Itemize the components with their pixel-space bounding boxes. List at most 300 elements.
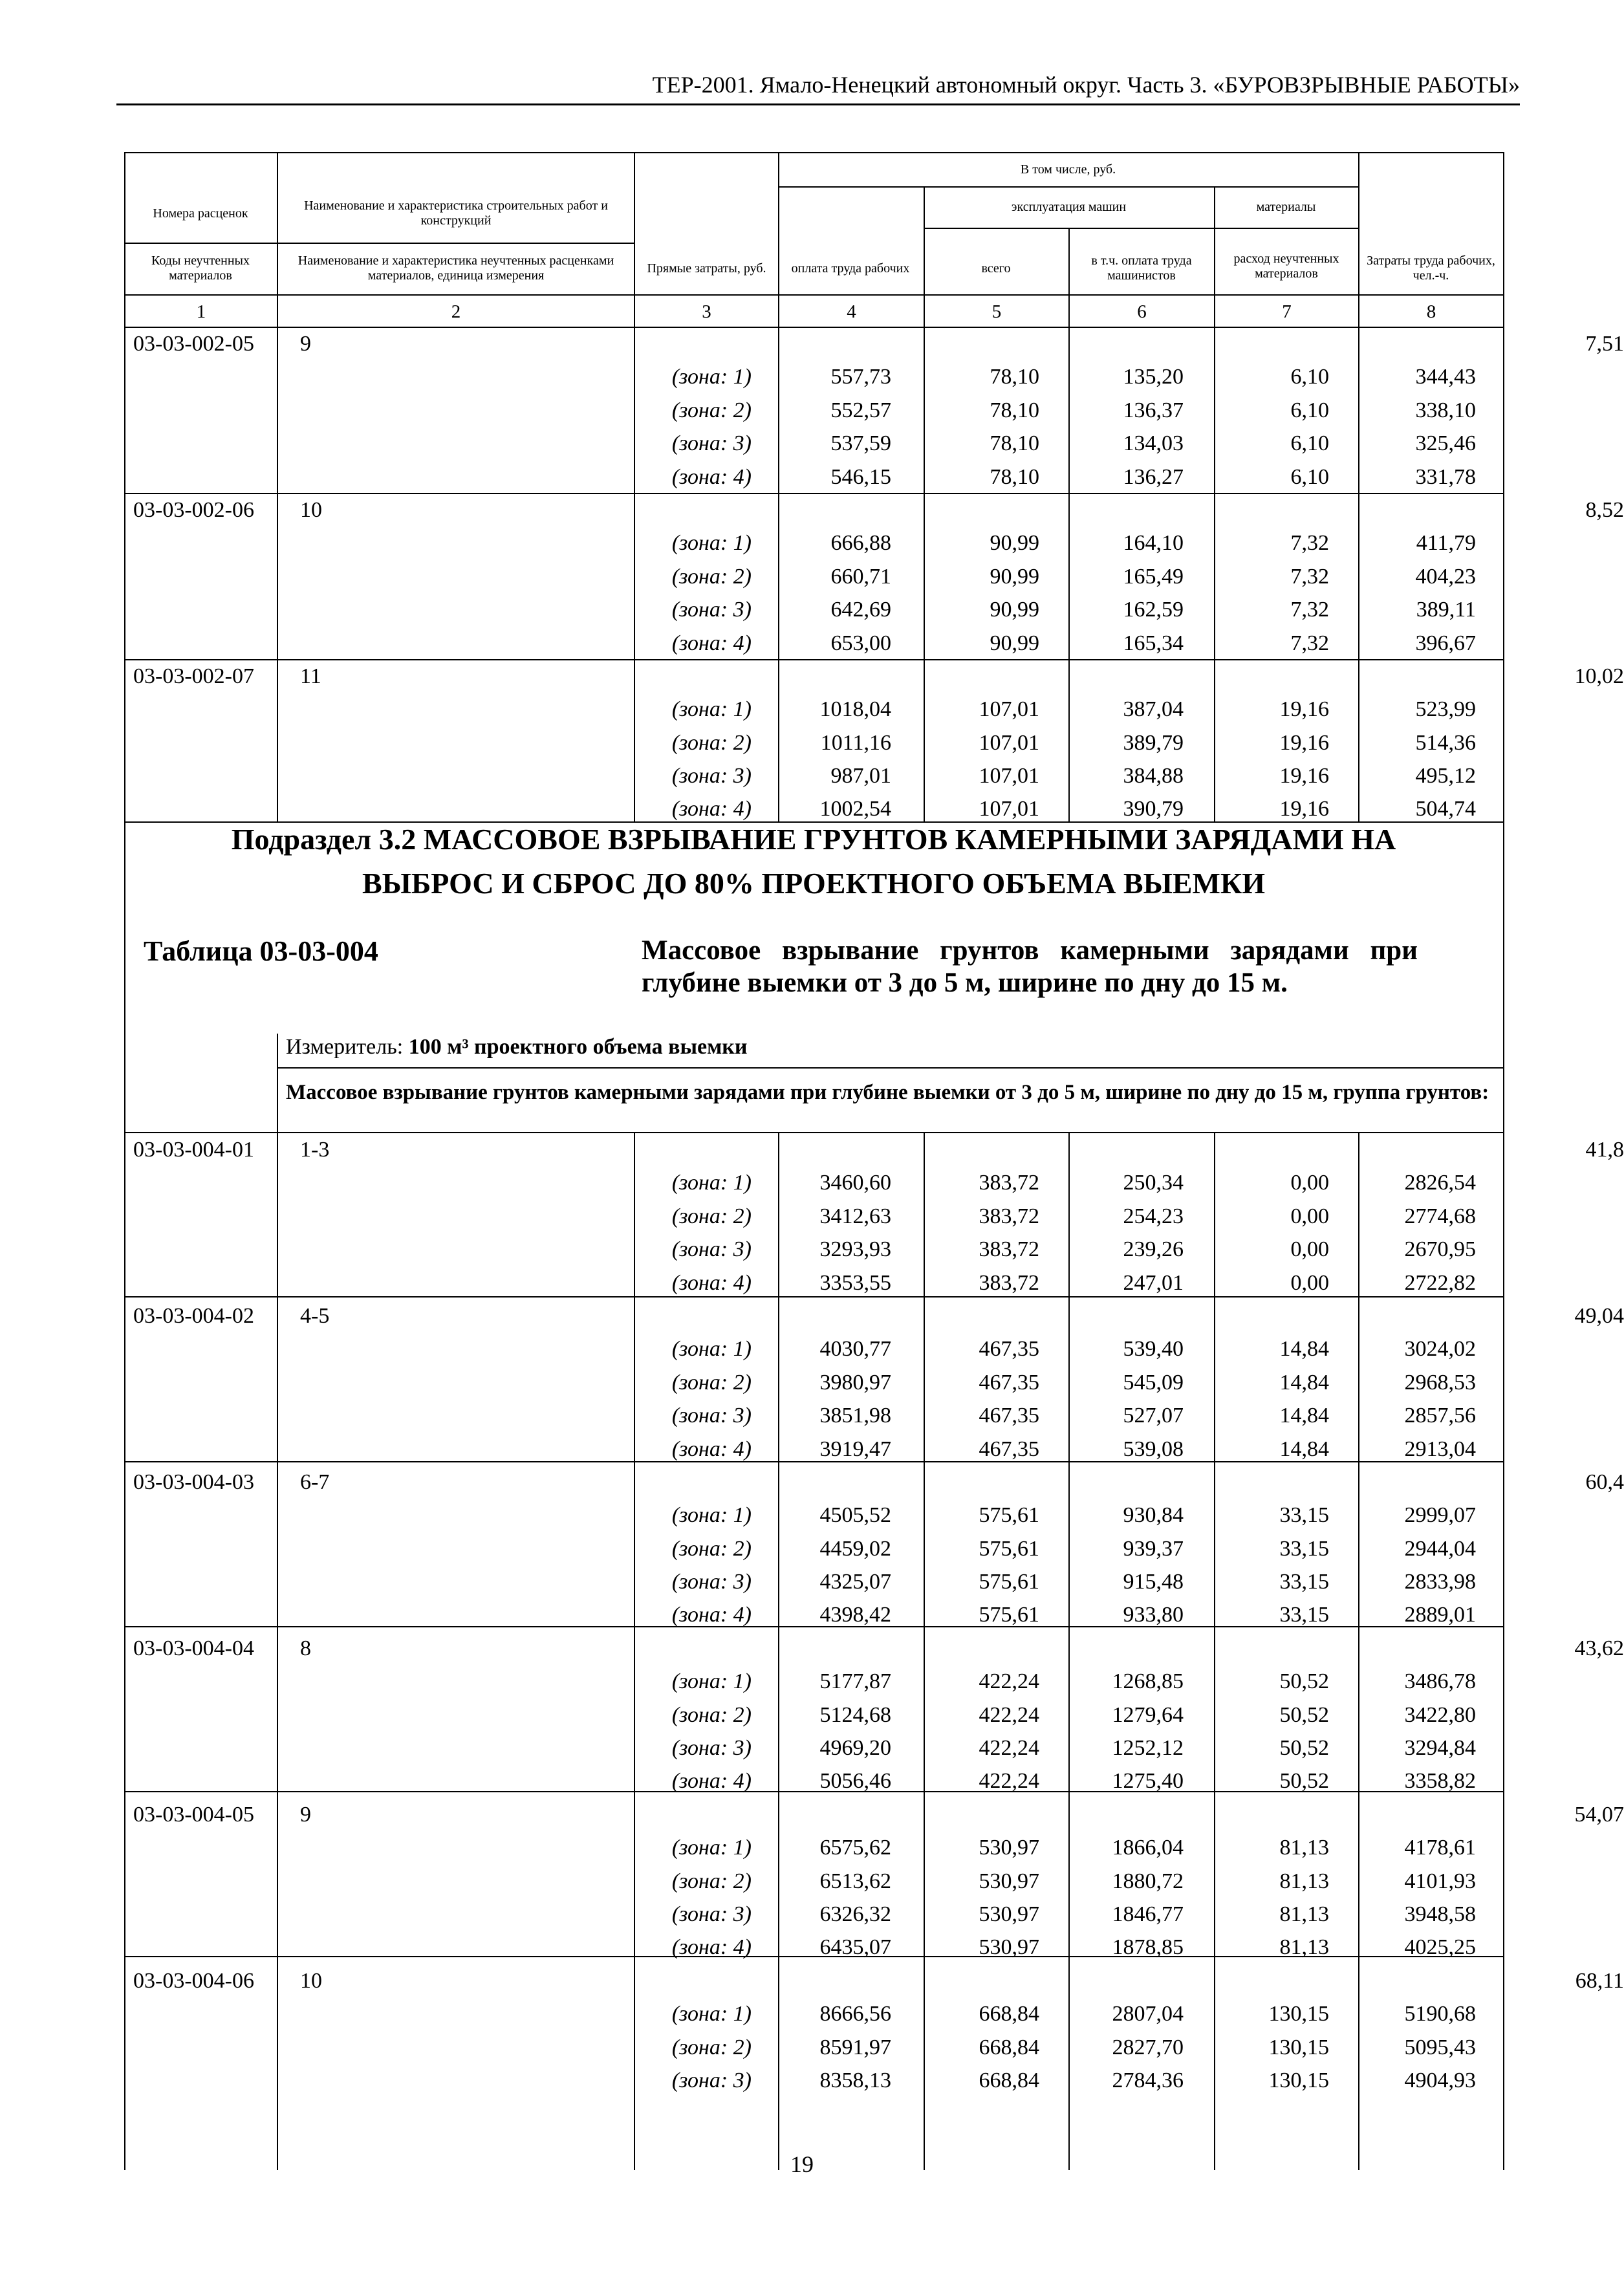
material-cost: 325,46 — [1415, 431, 1476, 456]
direct-cost: 3460,60 — [819, 1171, 891, 1195]
zone-label: (зона: 1) — [671, 1836, 752, 1860]
col7-header: расход неучтенных материалов — [1233, 252, 1339, 281]
rate-code: 03-03-004-03 — [133, 1470, 254, 1494]
rate-row — [124, 1299, 1624, 1332]
material-cost: 389,11 — [1416, 598, 1476, 622]
labor-cost: 49,04 — [1574, 1303, 1624, 1328]
material-cost: 2913,04 — [1404, 1437, 1476, 1461]
direct-cost: 8666,56 — [819, 2002, 891, 2026]
machinist-pay: 19,16 — [1279, 697, 1329, 722]
worker-pay: 668,84 — [979, 2035, 1039, 2059]
running-header: ТЕР-2001. Ямало-Ненецкий автономный округ. Часть 3. «БУРОВЗРЫВНЫЕ РАБОТЫ» — [116, 70, 1520, 105]
zone-row — [124, 1931, 1503, 1964]
zone-row — [124, 1665, 1503, 1698]
direct-cost: 4398,42 — [819, 1603, 891, 1627]
zone-row — [124, 1166, 1503, 1199]
rate-row — [124, 1632, 1624, 1665]
worker-pay: 575,61 — [979, 1503, 1039, 1528]
material-cost: 2722,82 — [1404, 1270, 1476, 1295]
zone-row — [124, 1764, 1503, 1797]
direct-cost: 546,15 — [830, 464, 891, 489]
direct-cost: 552,57 — [830, 398, 891, 422]
zone-label: (зона: 4) — [671, 1603, 752, 1627]
zone-label: (зона: 2) — [671, 398, 752, 422]
machine-cost: 1880,72 — [1112, 1869, 1184, 1893]
zone-label: (зона: 3) — [671, 764, 752, 788]
zone-label: (зона: 4) — [671, 1769, 752, 1794]
zone-label: (зона: 4) — [671, 1270, 752, 1295]
worker-pay: 422,24 — [979, 1702, 1039, 1727]
worker-pay: 530,97 — [979, 1935, 1039, 1960]
labor-cost: 41,8 — [1585, 1138, 1624, 1162]
zone-row — [124, 1233, 1503, 1266]
zone-row — [124, 1433, 1503, 1466]
zone-label: (зона: 2) — [671, 730, 752, 755]
worker-pay: 78,10 — [990, 431, 1039, 456]
machine-cost: 1252,12 — [1112, 1736, 1184, 1761]
incl-header: В том числе, руб. — [1020, 162, 1116, 177]
zone-label: (зона: 1) — [671, 365, 752, 389]
machinist-pay: 7,32 — [1290, 631, 1329, 655]
machine-cost: 1268,85 — [1112, 1669, 1184, 1694]
material-cost: 411,79 — [1416, 531, 1476, 556]
machine-cost: 1279,64 — [1112, 1702, 1184, 1727]
direct-cost: 660,71 — [830, 564, 891, 589]
worker-pay: 107,01 — [979, 764, 1039, 788]
direct-cost: 666,88 — [830, 531, 891, 556]
zone-row — [124, 1565, 1503, 1598]
worker-pay: 383,72 — [979, 1204, 1039, 1228]
direct-cost: 1018,04 — [819, 697, 891, 722]
machinist-pay: 81,13 — [1279, 1869, 1329, 1893]
zone-row — [124, 1598, 1503, 1631]
machine-cost: 247,01 — [1123, 1270, 1184, 1295]
worker-pay: 90,99 — [990, 564, 1039, 589]
rate-name: 6-7 — [300, 1470, 330, 1494]
machinist-pay: 7,32 — [1290, 531, 1329, 556]
machine-cost: 930,84 — [1123, 1503, 1184, 1528]
direct-cost: 6513,62 — [819, 1869, 891, 1893]
col1-top-header: Номера расценок — [153, 206, 248, 221]
rate-name: 10 — [300, 497, 322, 522]
labor-cost: 54,07 — [1574, 1802, 1624, 1827]
direct-cost: 3412,63 — [819, 1204, 891, 1228]
machinist-pay: 50,52 — [1279, 1736, 1329, 1761]
machine-cost: 1846,77 — [1112, 1902, 1184, 1926]
labor-cost: 43,62 — [1574, 1636, 1624, 1660]
direct-cost: 1002,54 — [819, 797, 891, 821]
measure-value: 100 м³ проектного объема выемки — [408, 1035, 748, 1059]
zone-row — [124, 2031, 1503, 2064]
machinist-pay: 14,84 — [1279, 1437, 1329, 1461]
material-cost: 3486,78 — [1404, 1669, 1476, 1694]
machinist-pay: 81,13 — [1279, 1935, 1329, 1960]
direct-cost: 5124,68 — [819, 1702, 891, 1727]
zone-label: (зона: 2) — [671, 2035, 752, 2059]
machine-cost: 164,10 — [1123, 531, 1184, 556]
rate-code: 03-03-002-05 — [133, 332, 254, 356]
direct-cost: 1011,16 — [820, 730, 891, 755]
zone-row — [124, 1366, 1503, 1399]
zone-row — [124, 1266, 1503, 1299]
worker-pay: 467,35 — [979, 1370, 1039, 1395]
zone-row — [124, 1532, 1503, 1565]
material-cost: 3294,84 — [1404, 1736, 1476, 1761]
material-cost: 3024,02 — [1404, 1337, 1476, 1362]
direct-cost: 3851,98 — [819, 1404, 891, 1428]
machine-cost: 384,88 — [1123, 764, 1184, 788]
material-cost: 514,36 — [1415, 730, 1476, 755]
machinist-pay: 14,84 — [1279, 1404, 1329, 1428]
zone-row — [124, 1499, 1503, 1532]
rate-code: 03-03-002-07 — [133, 664, 254, 688]
worker-pay: 78,10 — [990, 365, 1039, 389]
zone-row — [124, 461, 1503, 494]
machinist-pay: 19,16 — [1279, 730, 1329, 755]
rate-row — [124, 1964, 1624, 1997]
worker-pay: 467,35 — [979, 1337, 1039, 1362]
machine-cost: 254,23 — [1123, 1204, 1184, 1228]
zone-label: (зона: 2) — [671, 1370, 752, 1395]
material-cost: 2968,53 — [1404, 1370, 1476, 1395]
material-cost: 2999,07 — [1404, 1503, 1476, 1528]
direct-cost: 8591,97 — [819, 2035, 891, 2059]
machinist-pay: 50,52 — [1279, 1669, 1329, 1694]
machinist-pay: 14,84 — [1279, 1370, 1329, 1395]
direct-cost: 4969,20 — [819, 1736, 891, 1761]
worker-pay: 467,35 — [979, 1437, 1039, 1461]
machine-cost: 390,79 — [1123, 797, 1184, 821]
zone-row — [124, 593, 1503, 626]
zone-row — [124, 1898, 1503, 1931]
machine-cost: 915,48 — [1123, 1570, 1184, 1594]
machinist-pay: 19,16 — [1279, 797, 1329, 821]
zone-label: (зона: 4) — [671, 797, 752, 821]
col-number: 2 — [451, 301, 461, 322]
zone-row — [124, 2064, 1503, 2097]
machine-cost: 239,26 — [1123, 1237, 1184, 1262]
machine-cost: 165,49 — [1123, 564, 1184, 589]
col-number: 8 — [1426, 301, 1436, 322]
zone-row — [124, 427, 1503, 460]
machinist-pay: 6,10 — [1290, 464, 1329, 489]
material-cost: 2944,04 — [1404, 1536, 1476, 1561]
machinist-pay: 0,00 — [1290, 1171, 1329, 1195]
zone-row — [124, 394, 1503, 427]
rate-row — [124, 327, 1624, 360]
measure-label: Измеритель: — [286, 1035, 409, 1059]
machinist-pay: 6,10 — [1290, 398, 1329, 422]
material-cost: 523,99 — [1415, 697, 1476, 722]
zone-label: (зона: 1) — [671, 697, 752, 722]
labor-cost: 60,4 — [1585, 1470, 1624, 1494]
machinist-pay: 6,10 — [1290, 365, 1329, 389]
material-cost: 495,12 — [1415, 764, 1476, 788]
rate-name: 1-3 — [300, 1138, 330, 1162]
rates-table-upper — [124, 327, 1624, 826]
worker-pay: 383,72 — [979, 1237, 1039, 1262]
material-cost: 3948,58 — [1404, 1902, 1476, 1926]
rate-name: 9 — [300, 332, 311, 356]
col3-header: Прямые затраты, руб. — [647, 261, 766, 276]
zone-row — [124, 1699, 1503, 1732]
machinist-pay: 130,15 — [1268, 2068, 1329, 2092]
rate-code: 03-03-004-06 — [133, 1968, 254, 1993]
zone-label: (зона: 4) — [671, 1935, 752, 1960]
machinist-pay: 130,15 — [1268, 2002, 1329, 2026]
direct-cost: 987,01 — [830, 764, 891, 788]
machine-cost: 545,09 — [1123, 1370, 1184, 1395]
machinist-pay: 19,16 — [1279, 764, 1329, 788]
material-cost: 2670,95 — [1404, 1237, 1476, 1262]
direct-cost: 4030,77 — [819, 1337, 891, 1362]
machinist-pay: 81,13 — [1279, 1836, 1329, 1860]
material-cost: 2826,54 — [1404, 1171, 1476, 1195]
machinist-pay: 50,52 — [1279, 1769, 1329, 1794]
col1-bottom-header: Коды неучтенных материалов — [151, 254, 250, 283]
direct-cost: 4505,52 — [819, 1503, 891, 1528]
machine-cost: 933,80 — [1123, 1603, 1184, 1627]
material-cost: 2833,98 — [1404, 1570, 1476, 1594]
machine-cost: 135,20 — [1123, 365, 1184, 389]
zone-row — [124, 360, 1503, 393]
machine-cost: 2784,36 — [1112, 2068, 1184, 2092]
worker-pay: 90,99 — [990, 598, 1039, 622]
worker-pay: 78,10 — [990, 464, 1039, 489]
zone-label: (зона: 3) — [671, 1570, 752, 1594]
machinist-pay: 130,15 — [1268, 2035, 1329, 2059]
worker-pay: 668,84 — [979, 2002, 1039, 2026]
material-cost: 396,67 — [1415, 631, 1476, 655]
material-cost: 4101,93 — [1404, 1869, 1476, 1893]
zone-label: (зона: 2) — [671, 564, 752, 589]
machine-cost: 1275,40 — [1112, 1769, 1184, 1794]
material-cost: 2774,68 — [1404, 1204, 1476, 1228]
zone-label: (зона: 4) — [671, 464, 752, 489]
zone-label: (зона: 2) — [671, 1536, 752, 1561]
direct-cost: 4459,02 — [819, 1536, 891, 1561]
direct-cost: 3353,55 — [819, 1270, 891, 1295]
machine-cost: 134,03 — [1123, 431, 1184, 456]
direct-cost: 642,69 — [830, 598, 891, 622]
zone-label: (зона: 2) — [671, 1204, 752, 1228]
measure-unit — [286, 1035, 747, 1059]
zone-label: (зона: 1) — [671, 1669, 752, 1694]
machine-cost: 136,37 — [1123, 398, 1184, 422]
material-cost: 504,74 — [1415, 797, 1476, 821]
rate-code: 03-03-002-06 — [133, 497, 254, 522]
machinist-pay: 7,32 — [1290, 598, 1329, 622]
zone-label: (зона: 3) — [671, 431, 752, 456]
material-cost: 2889,01 — [1404, 1603, 1476, 1627]
rate-name: 10 — [300, 1968, 322, 1993]
zone-label: (зона: 1) — [671, 2002, 752, 2026]
direct-cost: 8358,13 — [819, 2068, 891, 2092]
worker-pay: 78,10 — [990, 398, 1039, 422]
rate-row — [124, 1466, 1624, 1499]
section-title-line1: Подраздел 3.2 МАССОВОЕ ВЗРЫВАНИЕ ГРУНТОВ КАМЕРНЫМИ ЗАРЯДАМИ НА — [231, 823, 1396, 856]
zone-label: (зона: 3) — [671, 1736, 752, 1761]
zone-row — [124, 1332, 1503, 1365]
direct-cost: 537,59 — [830, 431, 891, 456]
mat-header: материалы — [1256, 199, 1316, 214]
machine-cost: 162,59 — [1123, 598, 1184, 622]
worker-pay: 383,72 — [979, 1171, 1039, 1195]
worker-pay: 107,01 — [979, 730, 1039, 755]
machinist-pay: 0,00 — [1290, 1237, 1329, 1262]
worker-pay: 422,24 — [979, 1736, 1039, 1761]
col2-bottom-header: Наименование и характеристика неучтенных расценками материалов, единица измерения — [298, 254, 614, 283]
labor-cost: 68,11 — [1575, 1968, 1624, 1993]
machine-cost: 250,34 — [1123, 1171, 1184, 1195]
machine-cost: 387,04 — [1123, 697, 1184, 722]
machinist-pay: 81,13 — [1279, 1902, 1329, 1926]
machine-cost: 939,37 — [1123, 1536, 1184, 1561]
zone-row — [124, 1399, 1503, 1432]
col-number: 4 — [847, 301, 856, 322]
rate-name: 9 — [300, 1802, 311, 1827]
zone-label: (зона: 1) — [671, 1337, 752, 1362]
col-number: 3 — [702, 301, 711, 322]
zone-row — [124, 560, 1503, 593]
zone-label: (зона: 1) — [671, 531, 752, 556]
col-number: 5 — [991, 301, 1002, 322]
worker-pay: 530,97 — [979, 1902, 1039, 1926]
rate-row — [124, 1798, 1624, 1831]
worker-pay: 90,99 — [990, 531, 1039, 556]
zone-label: (зона: 3) — [671, 1237, 752, 1262]
rate-code: 03-03-004-04 — [133, 1636, 254, 1660]
material-cost: 344,43 — [1415, 365, 1476, 389]
direct-cost: 3919,47 — [819, 1437, 891, 1461]
worker-pay: 530,97 — [979, 1836, 1039, 1860]
table-id: Таблица 03-03-004 — [144, 935, 378, 967]
worker-pay: 90,99 — [990, 631, 1039, 655]
zone-row — [124, 1200, 1503, 1233]
machinist-pay: 50,52 — [1279, 1702, 1329, 1727]
machinist-pay: 33,15 — [1279, 1570, 1329, 1594]
col-number: 7 — [1282, 301, 1292, 322]
direct-cost: 6435,07 — [819, 1935, 891, 1960]
direct-cost: 3980,97 — [819, 1370, 891, 1395]
machine-cost: 136,27 — [1123, 464, 1184, 489]
worker-pay: 575,61 — [979, 1536, 1039, 1561]
machine-cost: 165,34 — [1123, 631, 1184, 655]
page-number: 19 — [790, 2151, 814, 2177]
mach-header: эксплуатация машин — [1011, 199, 1127, 214]
direct-cost: 5177,87 — [819, 1669, 891, 1694]
machinist-pay: 33,15 — [1279, 1603, 1329, 1627]
zone-row — [124, 527, 1503, 559]
zone-row — [124, 627, 1503, 660]
col-number: 1 — [196, 301, 206, 322]
direct-cost: 6575,62 — [819, 1836, 891, 1860]
col8-header: Затраты труда рабочих, чел.-ч. — [1367, 254, 1495, 283]
material-cost: 4178,61 — [1404, 1836, 1476, 1860]
col6-header: в т.ч. оплата труда машинистов — [1091, 254, 1192, 283]
zone-label: (зона: 1) — [671, 1171, 752, 1195]
machine-cost: 1866,04 — [1112, 1836, 1184, 1860]
direct-cost: 3293,93 — [819, 1237, 891, 1262]
direct-cost: 5056,46 — [819, 1769, 891, 1794]
material-cost: 2857,56 — [1404, 1404, 1476, 1428]
labor-cost: 8,52 — [1585, 497, 1624, 522]
worker-pay: 422,24 — [979, 1769, 1039, 1794]
group-description: Массовое взрывание грунтов камерными зарядами при глубине выемки от 3 до 5 м, ширине по дну до 15 м, группа грунтов: — [286, 1081, 1489, 1104]
worker-pay: 422,24 — [979, 1669, 1039, 1694]
zone-row — [124, 693, 1503, 726]
rate-code: 03-03-004-01 — [133, 1138, 254, 1162]
zone-label: (зона: 3) — [671, 2068, 752, 2092]
zone-row — [124, 1997, 1503, 2030]
machine-cost: 539,08 — [1123, 1437, 1184, 1461]
zone-label: (зона: 3) — [671, 1902, 752, 1926]
zone-row — [124, 759, 1503, 792]
worker-pay: 575,61 — [979, 1570, 1039, 1594]
zone-label: (зона: 4) — [671, 631, 752, 655]
machinist-pay: 33,15 — [1279, 1536, 1329, 1561]
worker-pay: 530,97 — [979, 1869, 1039, 1893]
table-title: Массовое взрывание грунтов камерными зарядами при глубине выемки от 3 до 5 м, ширине по дну до 15 м. — [642, 935, 1418, 998]
rate-row — [124, 660, 1624, 693]
zone-label: (зона: 4) — [671, 1437, 752, 1461]
worker-pay: 107,01 — [979, 797, 1039, 821]
zone-label: (зона: 1) — [671, 1503, 752, 1528]
rate-code: 03-03-004-02 — [133, 1303, 254, 1328]
zone-row — [124, 1831, 1503, 1864]
col5-header: всего — [981, 261, 1011, 276]
rate-row — [124, 494, 1624, 527]
zone-row — [124, 1732, 1503, 1764]
col2-top-header: Наименование и характеристика строительных работ и конструкций — [304, 199, 608, 228]
machine-cost: 527,07 — [1123, 1404, 1184, 1428]
direct-cost: 4325,07 — [819, 1570, 891, 1594]
material-cost: 338,10 — [1415, 398, 1476, 422]
worker-pay: 467,35 — [979, 1404, 1039, 1428]
zone-row — [124, 726, 1503, 759]
machine-cost: 389,79 — [1123, 730, 1184, 755]
zone-label: (зона: 3) — [671, 1404, 752, 1428]
material-cost: 404,23 — [1415, 564, 1476, 589]
labor-cost: 10,02 — [1574, 664, 1624, 688]
material-cost: 4904,93 — [1404, 2068, 1476, 2092]
machinist-pay: 7,32 — [1290, 564, 1329, 589]
col4-header: оплата труда рабочих — [791, 261, 910, 276]
machinist-pay: 6,10 — [1290, 431, 1329, 456]
machinist-pay: 0,00 — [1290, 1204, 1329, 1228]
machine-cost: 2807,04 — [1112, 2002, 1184, 2026]
machine-cost: 539,40 — [1123, 1337, 1184, 1362]
rate-name: 8 — [300, 1636, 311, 1660]
rate-name: 4-5 — [300, 1303, 330, 1328]
zone-label: (зона: 2) — [671, 1869, 752, 1893]
direct-cost: 6326,32 — [819, 1902, 891, 1926]
section-block — [124, 821, 1503, 1104]
rates-table-lower — [124, 1133, 1624, 2097]
material-cost: 5190,68 — [1404, 2002, 1476, 2026]
material-cost: 4025,25 — [1404, 1935, 1476, 1960]
material-cost: 5095,43 — [1404, 2035, 1476, 2059]
col-number: 6 — [1137, 301, 1147, 322]
worker-pay: 107,01 — [979, 697, 1039, 722]
rate-code: 03-03-004-05 — [133, 1802, 254, 1827]
machinist-pay: 0,00 — [1290, 1270, 1329, 1295]
worker-pay: 668,84 — [979, 2068, 1039, 2092]
zone-label: (зона: 3) — [671, 598, 752, 622]
zone-row — [124, 1865, 1503, 1898]
material-cost: 3358,82 — [1404, 1769, 1476, 1794]
machine-cost: 2827,70 — [1112, 2035, 1184, 2059]
